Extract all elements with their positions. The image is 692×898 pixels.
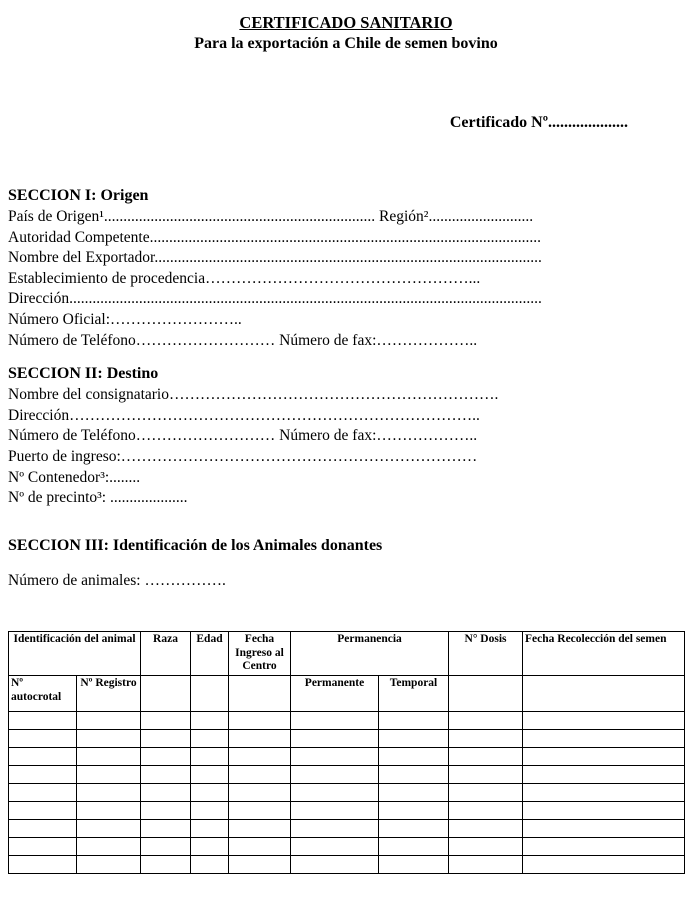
table-header-row-1	[9, 632, 685, 676]
table-empty-cell	[291, 748, 379, 766]
col-header-raza: Raza	[141, 632, 191, 676]
form-line-direccion-destino: Dirección……………………………………………………………………..	[8, 406, 480, 424]
table-empty-cell	[229, 766, 291, 784]
table-empty-cell	[449, 802, 523, 820]
section-destino-heading: SECCION II: Destino	[8, 365, 159, 383]
table-empty-row	[9, 748, 685, 766]
empty-header-cell	[141, 676, 191, 712]
form-line-puerto-ingreso: Puerto de ingreso:……………………………………………………………	[8, 447, 478, 465]
form-line-autoridad-competente: Autoridad Competente.....................................................................................................	[8, 228, 541, 246]
table-empty-cell	[523, 856, 685, 874]
table-empty-cell	[291, 730, 379, 748]
form-line-consignatario: Nombre del consignatario……………………………………………………….	[8, 386, 499, 404]
form-line-nombre-exportador: Nombre del Exportador....................................................................................................	[8, 249, 542, 267]
table-empty-cell	[449, 748, 523, 766]
table-empty-cell	[449, 784, 523, 802]
table-empty-cell	[449, 838, 523, 856]
form-line-numero-contenedor: Nº Contenedor³:........	[8, 468, 141, 486]
table-empty-cell	[449, 820, 523, 838]
table-empty-cell	[291, 838, 379, 856]
col-header-dosis: N° Dosis	[449, 632, 523, 676]
table-empty-cell	[379, 856, 449, 874]
table-empty-cell	[141, 712, 191, 730]
table-empty-cell	[291, 784, 379, 802]
table-empty-cell	[141, 766, 191, 784]
table-empty-cell	[449, 712, 523, 730]
table-empty-cell	[191, 856, 229, 874]
table-empty-cell	[229, 712, 291, 730]
document-title: CERTIFICADO SANITARIO	[239, 13, 453, 32]
table-empty-cell	[191, 802, 229, 820]
table-empty-cell	[9, 766, 77, 784]
table-empty-cell	[141, 748, 191, 766]
section-animales	[8, 535, 684, 592]
table-empty-cell	[77, 838, 141, 856]
table-empty-cell	[229, 802, 291, 820]
table-empty-cell	[379, 802, 449, 820]
table-empty-cell	[229, 856, 291, 874]
section-origen	[8, 185, 684, 351]
empty-header-cell	[229, 676, 291, 712]
table-empty-cell	[141, 730, 191, 748]
table-header-row-2	[9, 676, 685, 712]
table-empty-cell	[523, 766, 685, 784]
table-empty-row	[9, 838, 685, 856]
col-header-fecha-recoleccion: Fecha Recolección del semen	[523, 632, 685, 676]
table-empty-cell	[9, 802, 77, 820]
table-empty-cell	[191, 730, 229, 748]
table-empty-cell	[229, 748, 291, 766]
table-empty-row	[9, 784, 685, 802]
table-empty-cell	[379, 730, 449, 748]
table-empty-cell	[449, 766, 523, 784]
table-empty-cell	[77, 748, 141, 766]
table-empty-cell	[523, 820, 685, 838]
table-empty-cell	[291, 766, 379, 784]
table-empty-cell	[291, 802, 379, 820]
form-line-telefono-fax-origen: Número de Teléfono……………………… Número de fax:………………..	[8, 331, 478, 349]
table-empty-cell	[379, 838, 449, 856]
col-header-permanente: Permanente	[291, 676, 379, 712]
empty-header-cell	[449, 676, 523, 712]
table-empty-cell	[191, 748, 229, 766]
form-line-numero-oficial: Número Oficial:……………………..	[8, 310, 242, 328]
table-empty-cell	[379, 712, 449, 730]
table-empty-cell	[291, 712, 379, 730]
table-empty-cell	[291, 856, 379, 874]
table-empty-cell	[229, 820, 291, 838]
document-subtitle: Para la exportación a Chile de semen bovino	[194, 35, 498, 52]
table-empty-cell	[291, 820, 379, 838]
col-header-autocrotal: Nº autocrotal	[9, 676, 77, 712]
table-empty-cell	[77, 856, 141, 874]
donor-animals-table	[8, 631, 685, 874]
table-empty-cell	[141, 856, 191, 874]
col-header-edad: Edad	[191, 632, 229, 676]
table-empty-cell	[141, 838, 191, 856]
certificate-number-line: Certificado Nº....................	[449, 114, 628, 131]
table-empty-cell	[9, 856, 77, 874]
empty-header-cell	[191, 676, 229, 712]
table-empty-row	[9, 856, 685, 874]
table-empty-cell	[449, 730, 523, 748]
table-empty-cell	[9, 820, 77, 838]
table-empty-cell	[77, 730, 141, 748]
col-header-identificacion: Identificación del animal	[9, 632, 141, 676]
table-empty-cell	[229, 784, 291, 802]
table-empty-cell	[77, 712, 141, 730]
section-destino	[8, 363, 684, 509]
col-header-fecha-ingreso: Fecha Ingreso al Centro	[229, 632, 291, 676]
form-line-direccion-origen: Dirección..........................................................................................................................	[8, 290, 542, 308]
table-empty-cell	[141, 802, 191, 820]
form-line-pais-origen: País de Origen¹...................................................................... Región²...........................	[8, 208, 534, 225]
form-line-numero-animales: Número de animales: …………….	[8, 571, 226, 589]
form-line-telefono-fax-destino: Número de Teléfono……………………… Número de fax:………………..	[8, 427, 478, 445]
table-empty-cell	[9, 838, 77, 856]
table-empty-row	[9, 730, 685, 748]
table-empty-cell	[191, 838, 229, 856]
table-empty-cell	[77, 802, 141, 820]
table-empty-cell	[77, 820, 141, 838]
table-empty-row	[9, 802, 685, 820]
table-empty-cell	[523, 712, 685, 730]
table-empty-cell	[523, 730, 685, 748]
table-empty-row	[9, 712, 685, 730]
table-empty-cell	[191, 766, 229, 784]
section-origen-heading: SECCION I: Origen	[8, 187, 149, 204]
empty-header-cell	[523, 676, 685, 712]
table-empty-cell	[9, 730, 77, 748]
table-empty-cell	[77, 784, 141, 802]
form-line-establecimiento-procedencia: Establecimiento de procedencia……………………………………………...	[8, 269, 481, 287]
table-empty-cell	[9, 712, 77, 730]
table-empty-cell	[523, 748, 685, 766]
table-empty-cell	[229, 730, 291, 748]
table-empty-cell	[141, 820, 191, 838]
table-empty-cell	[379, 766, 449, 784]
col-header-registro: Nº Registro	[77, 676, 141, 712]
table-empty-cell	[191, 784, 229, 802]
table-empty-cell	[523, 838, 685, 856]
table-empty-cell	[191, 820, 229, 838]
table-empty-cell	[9, 748, 77, 766]
table-empty-cell	[379, 784, 449, 802]
col-header-temporal: Temporal	[379, 676, 449, 712]
col-header-permanencia: Permanencia	[291, 632, 449, 676]
form-line-numero-precinto: Nº de precinto³: ....................	[8, 489, 188, 507]
table-empty-cell	[191, 712, 229, 730]
table-body	[9, 712, 685, 874]
table-empty-cell	[77, 766, 141, 784]
table-empty-cell	[449, 856, 523, 874]
table-empty-cell	[523, 802, 685, 820]
table-empty-cell	[141, 784, 191, 802]
table-empty-cell	[379, 748, 449, 766]
section-animales-heading: SECCION III: Identificación de los Animales donantes	[8, 536, 383, 554]
table-empty-cell	[523, 784, 685, 802]
table-empty-row	[9, 820, 685, 838]
table-empty-cell	[229, 838, 291, 856]
table-empty-cell	[9, 784, 77, 802]
table-empty-row	[9, 766, 685, 784]
table-empty-cell	[379, 820, 449, 838]
